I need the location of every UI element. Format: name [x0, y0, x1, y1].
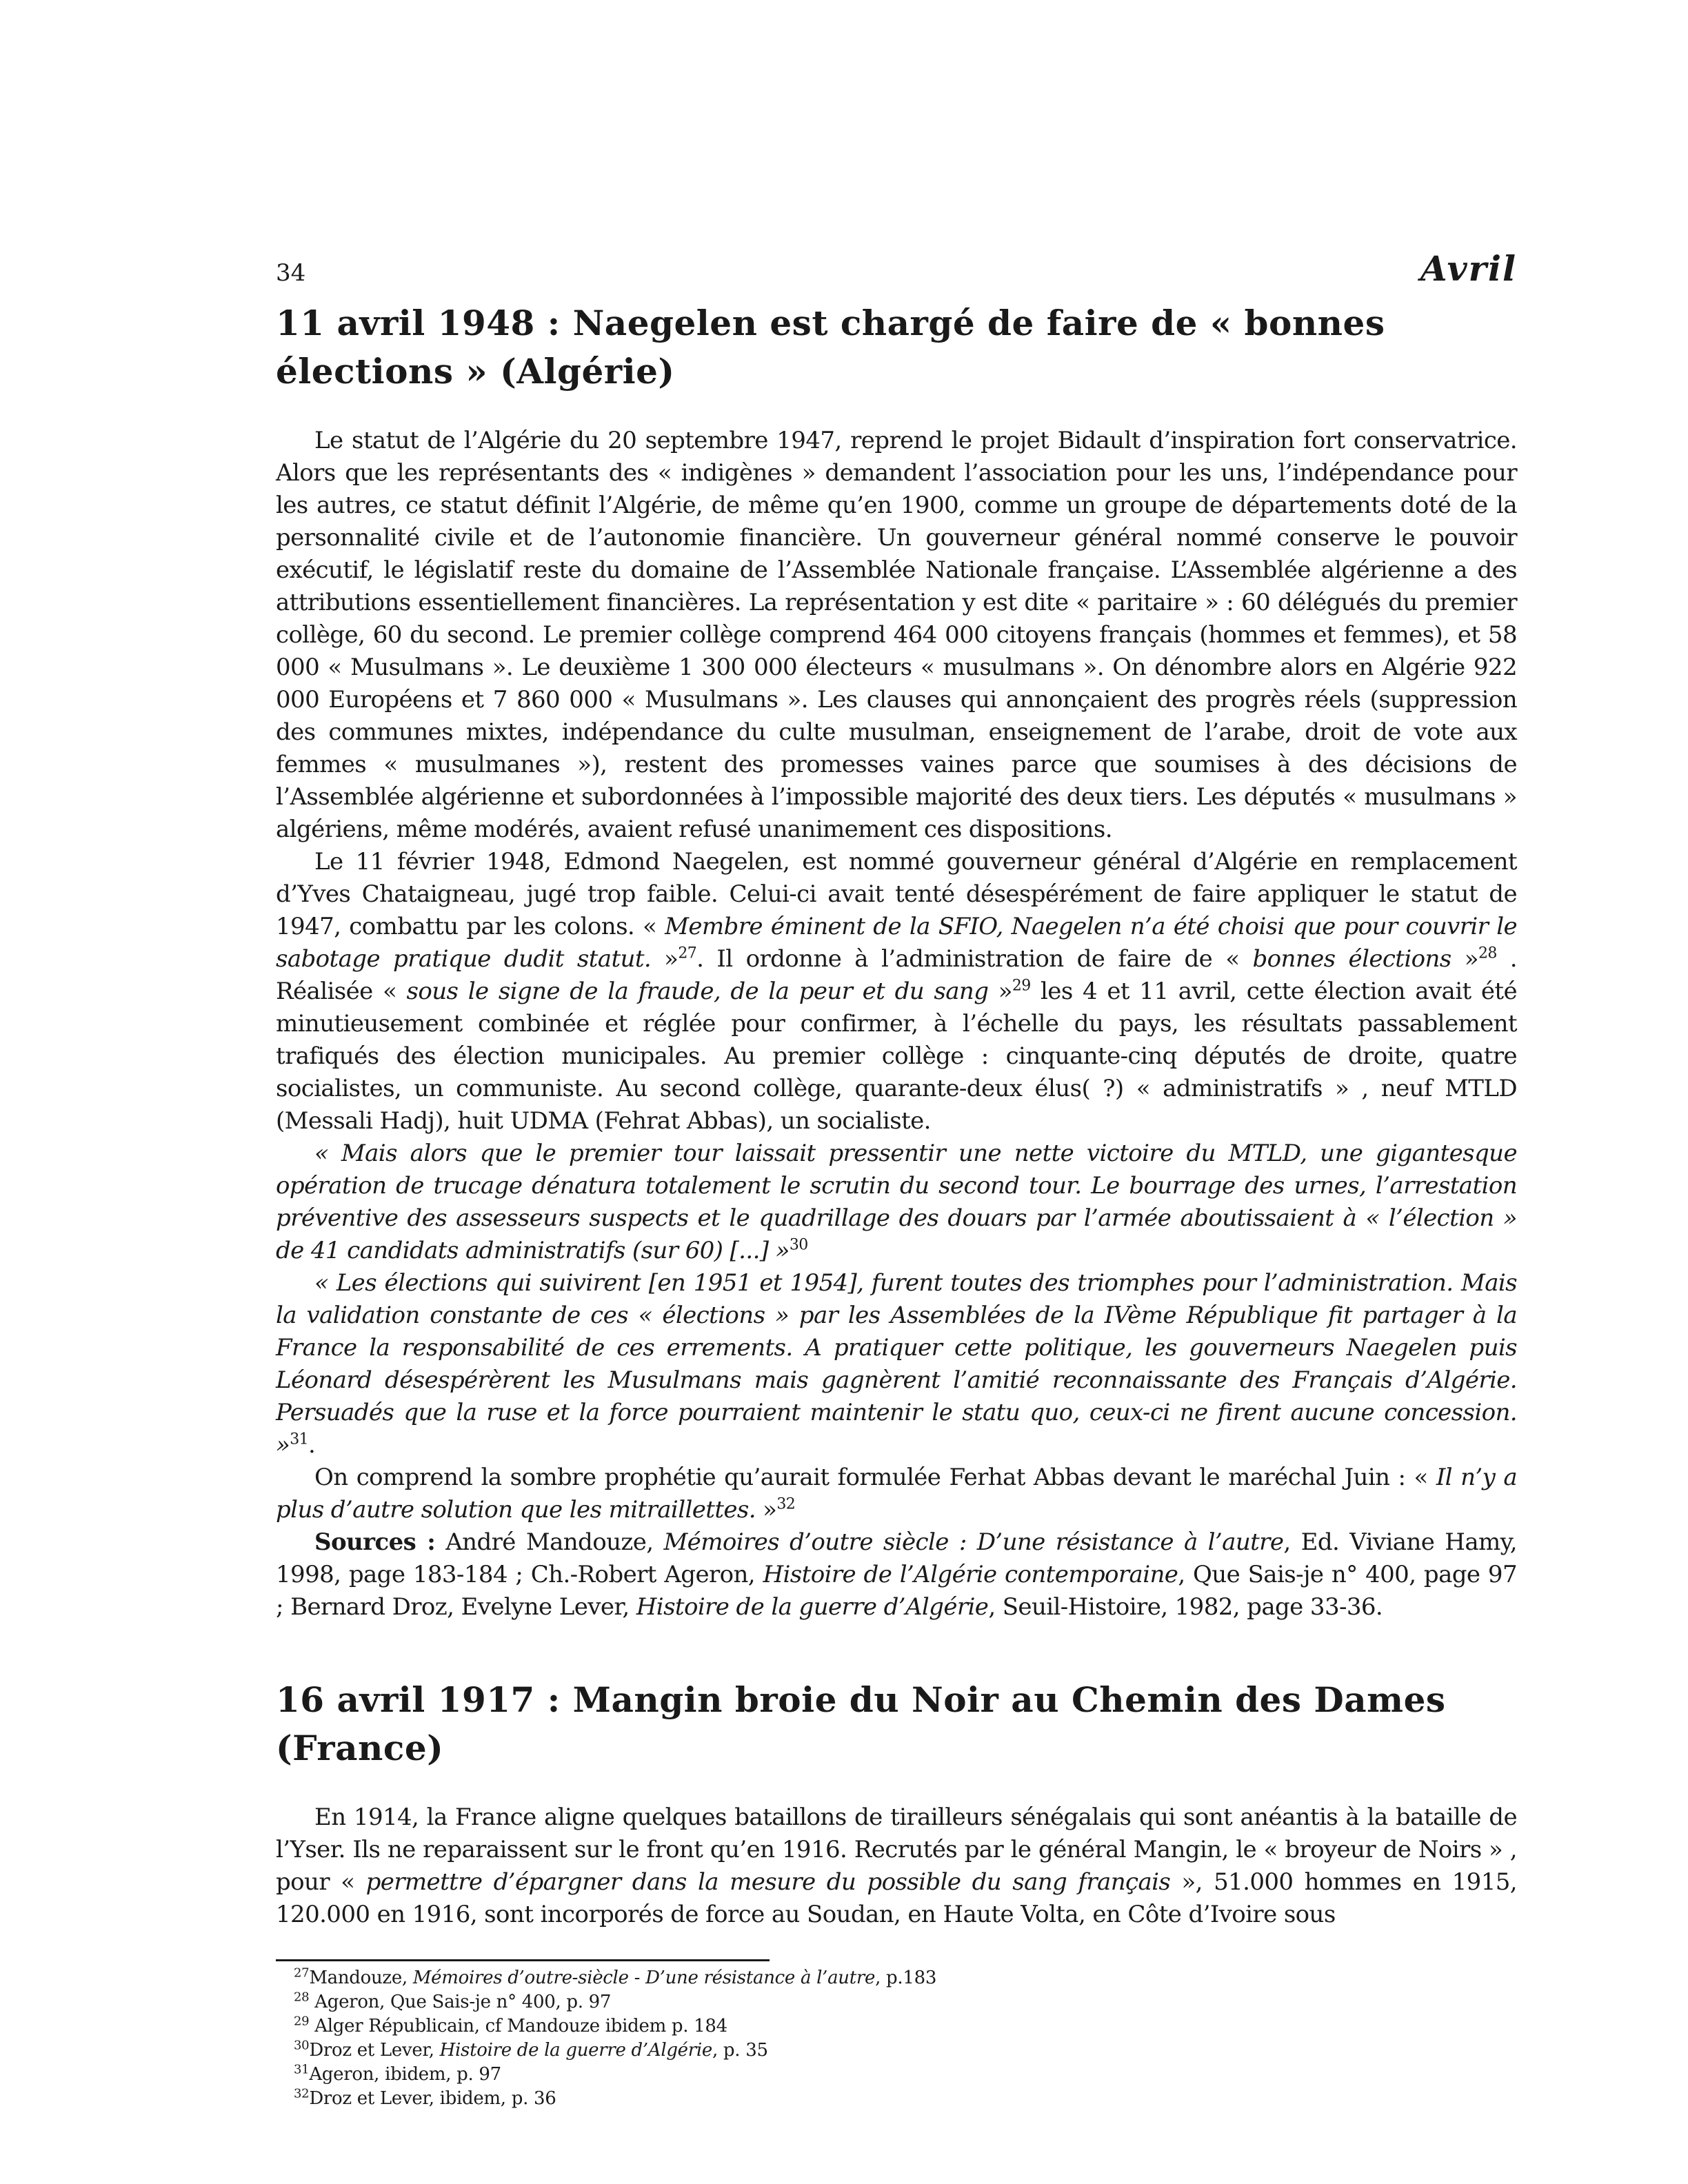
- quote-elections: « Les élections qui suivirent [en 1951 et 1954], furent toutes des triomphes pour l’administration. Mais la validation constante de ces « élections » par les Assemblées de la IVème République fit partager à la France la responsabilité de ces errements. A pratiquer cette politique, les gouverneurs Naegelen puis Léonard désespérèrent les Musulmans mais gagnèrent l’amitié reconnaissante des Français d’Algérie. Persuadés que la ruse et la force pourraient maintenir le statu quo, ceux-ci ne firent aucune concession. »$^{31}$.: [276, 1269, 1517, 1459]
- sources-paragraph: Sources : André Mandouze, Mémoires d’outre siècle : D’une résistance à l’autre, Ed. Viviane Hamy, 1998, page 183-184 ; Ch.-Robert Ageron, Histoire de l’Algérie contemporaine, Que Sais-je n° 400, page 97 ; Bernard Droz, Evelyne Lever, Histoire de la guerre d’Algérie, Seuil-Histoire, 1982, page 33-36.: [276, 1528, 1517, 1621]
- running-head: [276, 248, 1517, 290]
- paragraph-prophetie: On comprend la sombre prophétie qu’aurait formulée Ferhat Abbas devant le maréchal Juin : « Il n’y a plus d’autre solution que les mitraillettes. »$^{32}$: [276, 1464, 1517, 1524]
- footnotes: [294, 1966, 1466, 2111]
- page-content: [276, 248, 1517, 1931]
- chapter-title: Avril: [1420, 248, 1517, 289]
- quote-mtld: « Mais alors que le premier tour laissait pressentir une nette victoire du MTLD, une gigantesque opération de trucage dénatura totalement le scrutin du second tour. Le bourrage des urnes, l’arrestation préventive des assesseurs suspects et le quadrillage des douars par l’armée aboutissaient à « l’élection » de 41 candidats administratifs (sur 60) [...] »$^{30}$: [276, 1140, 1517, 1264]
- section-title-1917: 16 avril 1917 : Mangin broie du Noir au Chemin des Dames (France): [276, 1679, 1446, 1768]
- footnote-ref-28[interactable]: 28: [1478, 944, 1497, 962]
- footnote-ref-29[interactable]: 29: [1012, 977, 1031, 995]
- footnote-ref-31[interactable]: 31: [290, 1430, 308, 1448]
- footnote-ref-27[interactable]: 27: [678, 944, 697, 962]
- footnote-27: $^{27}$Mandouze, Mémoires d’outre-siècle - D’une résistance à l’autre, p.183: [294, 1965, 937, 1988]
- footnote-divider: [276, 1959, 770, 1961]
- footnote-32: $^{32}$Droz et Lever, ibidem, p. 36: [294, 2086, 556, 2109]
- footnote-29: $^{29}$ Alger Républicain, cf Mandouze ibidem p. 184: [294, 2014, 727, 2036]
- paragraph-tirailleurs: En 1914, la France aligne quelques bataillons de tirailleurs sénégalais qui sont anéantis à la bataille de l’Yser. Ils ne reparaissent sur le front qu’en 1916. Recrutés par le général Mangin, le « broyeur de Noirs » , pour « permettre d’épargner dans la mesure du possible du sang français », 51.000 hommes en 1915, 120.000 en 1916, sont incorporés de force au Soudan, en Haute Volta, en Côte d’Ivoire sous: [276, 1803, 1517, 1928]
- footnote-31: $^{31}$Ageron, ibidem, p. 97: [294, 2062, 501, 2085]
- sources-label: Sources :: [314, 1528, 436, 1556]
- paragraph-naegelen: Le 11 février 1948, Edmond Naegelen, est nommé gouverneur général d’Algérie en remplacement d’Yves Chataigneau, jugé trop faible. Celui-ci avait tenté désespérément de faire appliquer le statut de 1947, combattu par les colons. « Membre éminent de la SFIO, Naegelen n’a été choisi que pour couvrir le sabotage pratique dudit statut. »$^{27}$. Il ordonne à l’administration de faire de « bonnes élections »$^{28}$ . Réalisée « sous le signe de la fraude, de la peur et du sang »$^{29}$ les 4 et 11 avril, cette élection avait été minutieusement combinée et réglée pour confirmer, à l’échelle du pays, les résultats passablement trafiqués des élection municipales. Au premier collège : cinquante-cinq députés de droite, quatre socialistes, un communiste. Au second collège, quarante-deux élus( ?) « administratifs » , neuf MTLD (Messali Hadj), huit UDMA (Fehrat Abbas), un socialiste.: [276, 848, 1518, 1135]
- footnote-ref-30[interactable]: 30: [789, 1236, 808, 1254]
- paragraph-statut: Le statut de l’Algérie du 20 septembre 1947, reprend le projet Bidault d’inspiration fort conservatrice. Alors que les représentants des « indigènes » demandent l’association pour les uns, l’indépendance pour les autres, ce statut définit l’Algérie, de même qu’en 1900, comme un groupe de départements doté de la personnalité civile et de l’autonomie financière. Un gouverneur général nommé conserve le pouvoir exécutif, le législatif reste du domaine de l’Assemblée Nationale française. L’Assemblée algérienne a des attributions essentiellement financières. La représentation y est dite « paritaire » : 60 délégués du premier collège, 60 du second. Le premier collège comprend 464 000 citoyens français (hommes et femmes), et 58 000 « Musulmans ». Le deuxième 1 300 000 électeurs « musulmans ». On dénombre alors en Algérie 922 000 Européens et 7 860 000 « Musulmans ». Les clauses qui annonçaient des progrès réels (suppression des communes mixtes, indépendance du culte musulman, enseignement de l’arabe, droit de vote aux femmes « musulmanes »), restent des promesses vaines parce que soumises à des décisions de l’Assemblée algérienne et subordonnées à l’impossible majorité des deux tiers. Les députés « musulmans » algériens, même modérés, avaient refusé unanimement ces dispositions.: [276, 427, 1517, 843]
- footnote-ref-32[interactable]: 32: [776, 1495, 796, 1513]
- footnote-30: $^{30}$Droz et Lever, Histoire de la guerre d’Algérie, p. 35: [294, 2038, 768, 2061]
- page-number: 34: [276, 259, 306, 287]
- section-title-1948: 11 avril 1948 : Naegelen est chargé de faire de « bonnes élections » (Algérie): [276, 303, 1385, 392]
- footnote-28: $^{28}$ Ageron, Que Sais-je n° 400, p. 97: [294, 1990, 612, 2012]
